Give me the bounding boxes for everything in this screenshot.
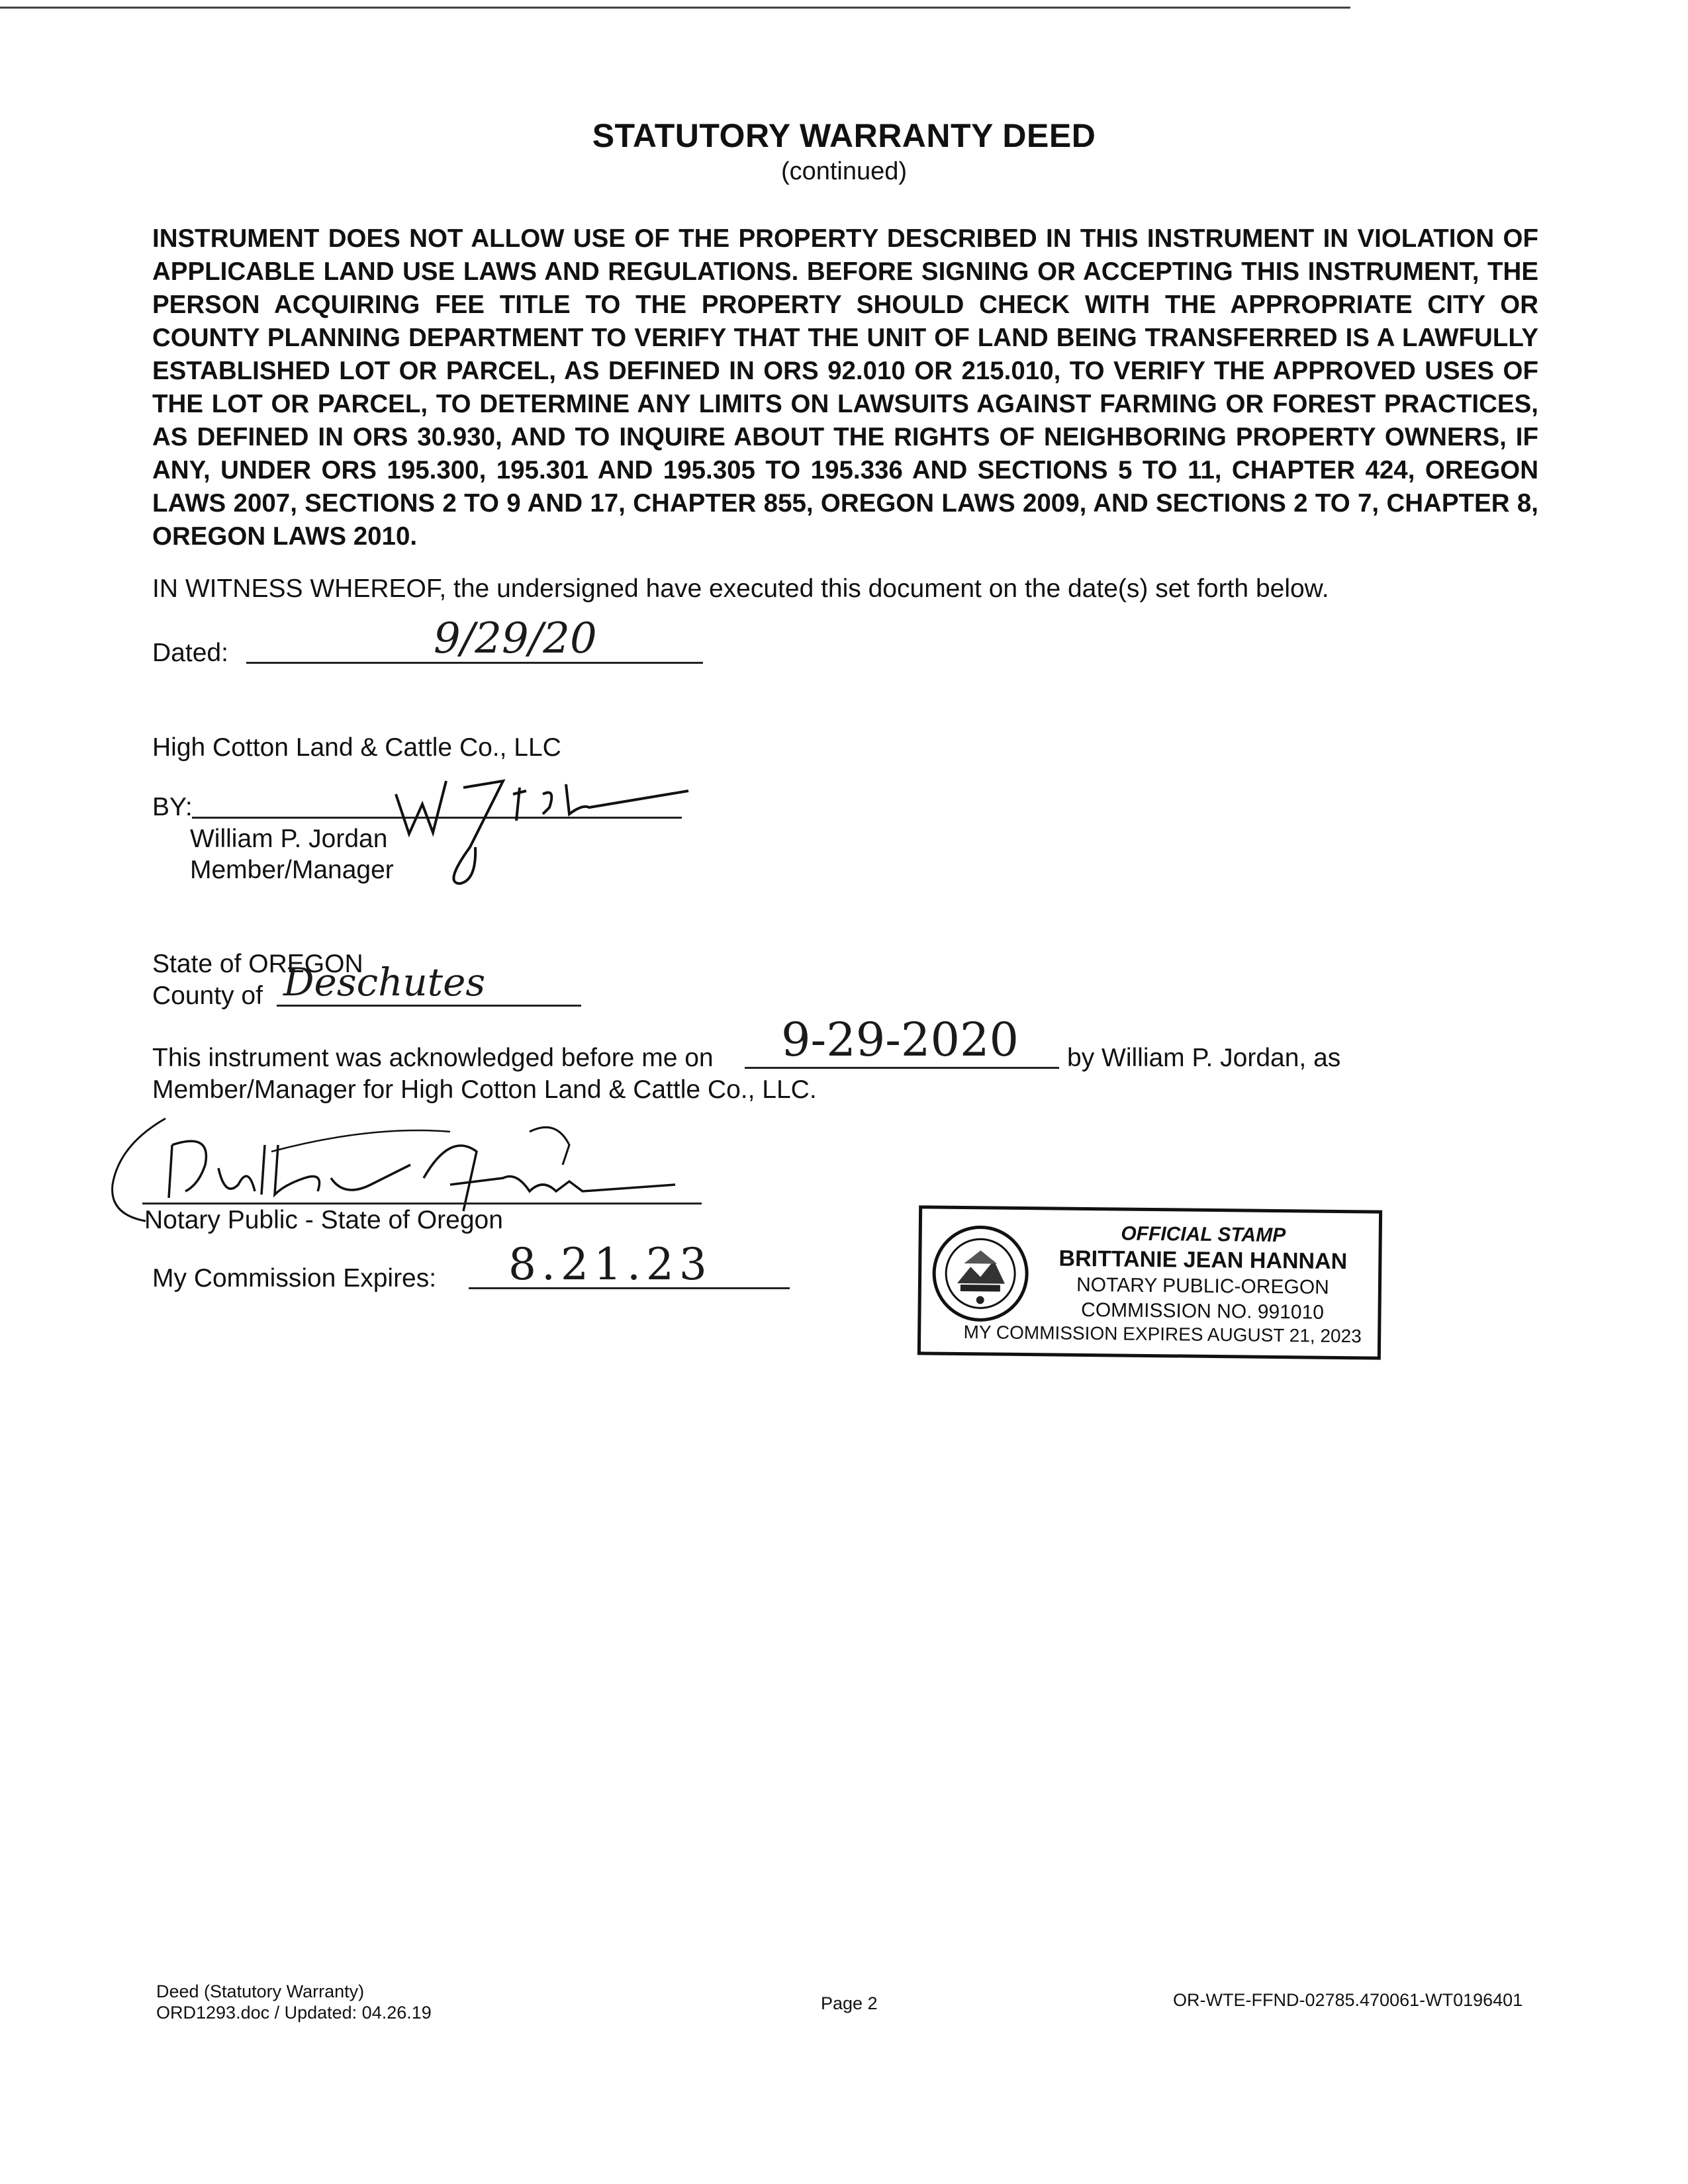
county-label: County of (152, 981, 263, 1010)
county-handwritten: Deschutes (283, 960, 486, 1005)
commission-label: My Commission Expires: (152, 1264, 437, 1293)
grantor-signature-icon (391, 768, 695, 893)
acknowledgment-suffix: by William P. Jordan, as (1067, 1044, 1341, 1072)
document-subtitle: (continued) (780, 158, 908, 185)
state-line: State of OREGON (152, 950, 363, 978)
county-underline (277, 1005, 581, 1007)
acknowledgment-prefix: This instrument was acknowledged before me on (152, 1044, 714, 1072)
by-label: BY: (152, 793, 193, 821)
acknowledgment-line2: Member/Manager for High Cotton Land & Cattle Co., LLC. (152, 1075, 817, 1104)
commission-handwritten: 8.21.23 (508, 1239, 712, 1290)
dated-handwritten: 9/29/20 (434, 614, 597, 663)
top-rule (0, 7, 1350, 9)
stamp-heading: OFFICIAL STAMP (1121, 1222, 1286, 1247)
notary-label: Notary Public - State of Oregon (144, 1206, 503, 1234)
acknowledgment-date-underline (745, 1067, 1059, 1069)
stamp-notary-name: BRITTANIE JEAN HANNAN (1058, 1246, 1348, 1275)
official-notary-stamp (917, 1205, 1382, 1359)
oregon-state-seal-icon (930, 1224, 1031, 1324)
footer-form-name: Deed (Statutory Warranty) (156, 1981, 365, 2001)
stamp-notary-public: NOTARY PUBLIC-OREGON (1076, 1273, 1329, 1298)
footer-order-number: OR-WTE-FFND-02785.470061-WT0196401 (1173, 1990, 1523, 2010)
notary-signature-underline (142, 1203, 702, 1205)
signer-title: Member/Manager (190, 856, 394, 884)
footer-page-number: Page 2 (821, 1993, 878, 2013)
stamp-expiration: MY COMMISSION EXPIRES AUGUST 21, 2023 (963, 1322, 1362, 1347)
acknowledgment-date-handwritten: 9-29-2020 (781, 1013, 1019, 1067)
company-name: High Cotton Land & Cattle Co., LLC (152, 733, 561, 762)
signer-name: William P. Jordan (190, 825, 388, 853)
document-title: STATUTORY WARRANTY DEED (592, 117, 1096, 154)
dated-label: Dated: (152, 639, 228, 667)
footer-form-file: ORD1293.doc / Updated: 04.26.19 (156, 2003, 432, 2023)
land-use-warning: INSTRUMENT DOES NOT ALLOW USE OF THE PROPERTY DESCRIBED IN THIS INSTRUMENT IN VIOLATION OF APPLICABLE LAND USE LAWS AND REGULATIONS. BEFORE SIGNING OR ACCEPTING THIS INSTRUMENT, THE PERSON ACQUIRING FEE TITLE TO THE PROPERTY SHOULD CHECK WITH THE APPROPRIATE CITY OR COUNTY PLANNING DEPARTMENT TO VERIFY THAT THE UNIT OF LAND BEING TRANSFERRED IS A LAWFULLY ESTABLISHED LOT OR PARCEL, AS DEFINED IN ORS 92.010 OR 215.010, TO VERIFY THE APPROVED USES OF THE LOT OR PARCEL, TO DETERMINE ANY LIMITS ON LAWSUITS AGAINST FARMING OR FOREST PRACTICES, AS DEFINED IN ORS 30.930, AND TO INQUIRE ABOUT THE RIGHTS OF NEIGHBORING PROPERTY OWNERS, IF ANY, UNDER ORS 195.300, 195.301 AND 195.305 TO 195.336 AND SECTIONS 5 TO 11, CHAPTER 424, OREGON LAWS 2007, SECTIONS 2 TO 9 AND 17, CHAPTER 855, OREGON LAWS 2009, AND SECTIONS 2 TO 7, CHAPTER 8, OREGON LAWS 2010. (152, 224, 1538, 551)
witness-statement: IN WITNESS WHEREOF, the undersigned have executed this document on the date(s) set forth below. (152, 574, 1329, 603)
stamp-commission-number: COMMISSION NO. 991010 (1080, 1298, 1325, 1324)
